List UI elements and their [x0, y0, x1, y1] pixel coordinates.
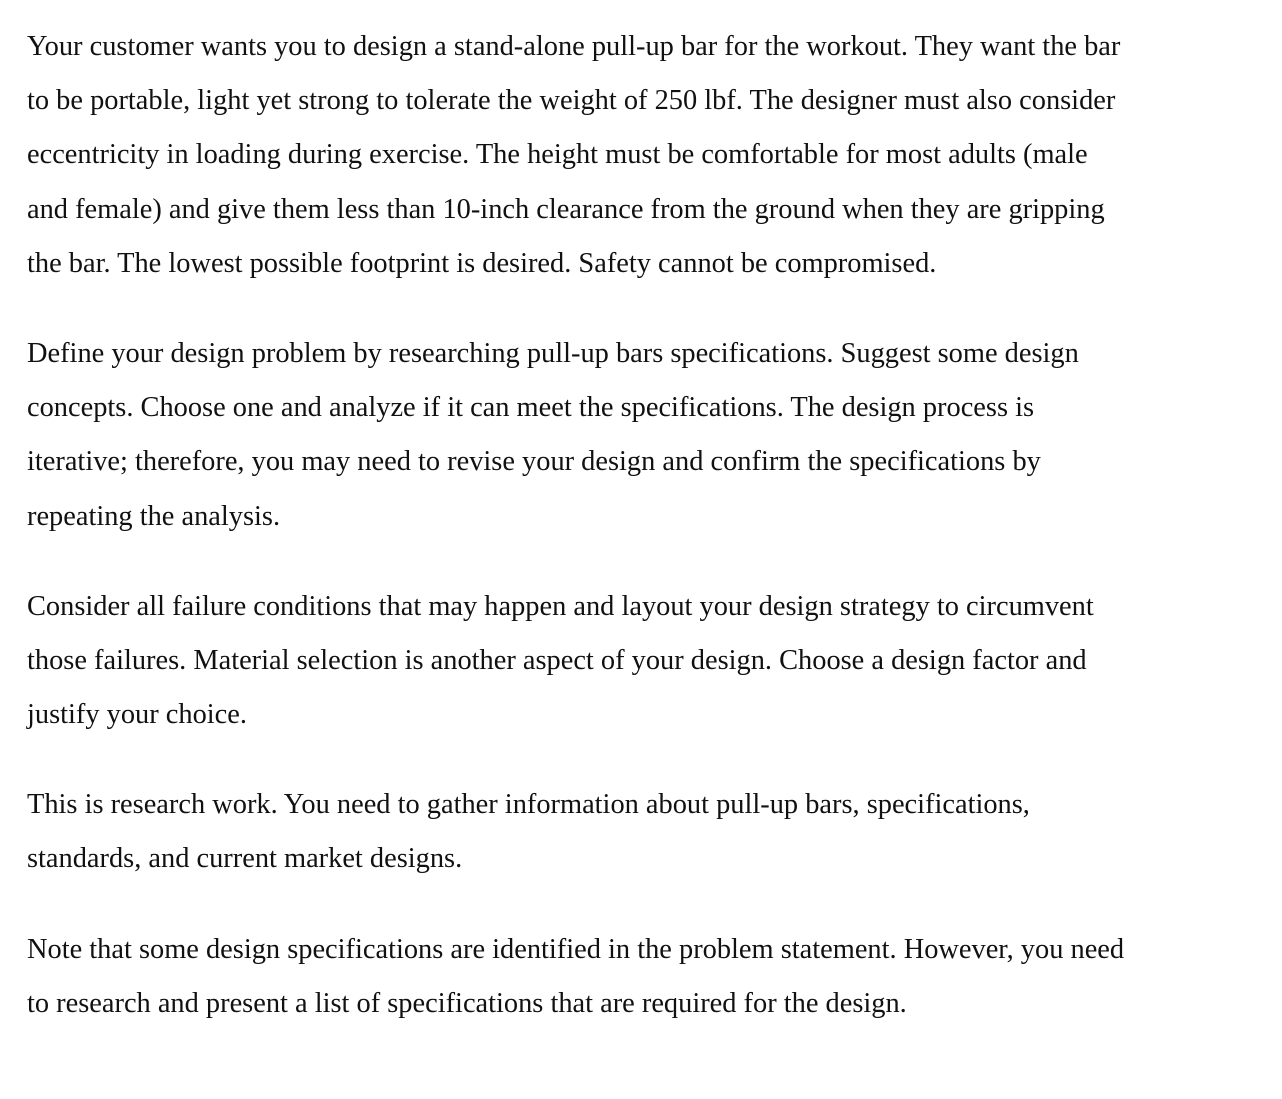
text-line: Your customer wants you to design a stand-alone pull-up bar for the workout. They want the bar [27, 31, 1121, 62]
text-line: Note that some design specifications are identified in the problem statement. However, you need [27, 933, 1125, 965]
text-line: to research and present a list of specifications that are required for the design. [27, 987, 907, 1019]
text-line: iterative; therefore, you may need to revise your design and confirm the specifications by [27, 446, 1041, 478]
paragraph-failure-conditions [27, 580, 1257, 743]
paragraph-define-problem [27, 327, 1257, 544]
paragraph-research-work [27, 778, 1257, 886]
text-line: repeating the analysis. [27, 500, 281, 532]
text-line: standards, and current market designs. [27, 843, 463, 875]
text-line: This is research work. You need to gather information about pull-up bars, specifications, [27, 789, 1030, 821]
paragraph-problem-statement [27, 20, 1257, 291]
text-line: Consider all failure conditions that may happen and layout your design strategy to circumvent [27, 590, 1094, 622]
text-line: justify your choice. [27, 699, 247, 731]
text-line: to be portable, light yet strong to tolerate the weight of 250 lbf. The designer must also consider [27, 85, 1116, 117]
text-line: Define your design problem by researching pull-up bars specifications. Suggest some design [27, 337, 1079, 369]
paragraph-specifications-note [27, 923, 1257, 1031]
text-line: the bar. The lowest possible footprint is desired. Safety cannot be compromised. [27, 247, 937, 279]
document-body [27, 20, 1257, 1067]
text-line: those failures. Material selection is another aspect of your design. Choose a design factor and [27, 644, 1087, 676]
text-line: and female) and give them less than 10-inch clearance from the ground when they are gripping [27, 193, 1105, 225]
text-line: eccentricity in loading during exercise. The height must be comfortable for most adults (male [27, 139, 1088, 171]
text-line: concepts. Choose one and analyze if it can meet the specifications. The design process is [27, 392, 1035, 424]
